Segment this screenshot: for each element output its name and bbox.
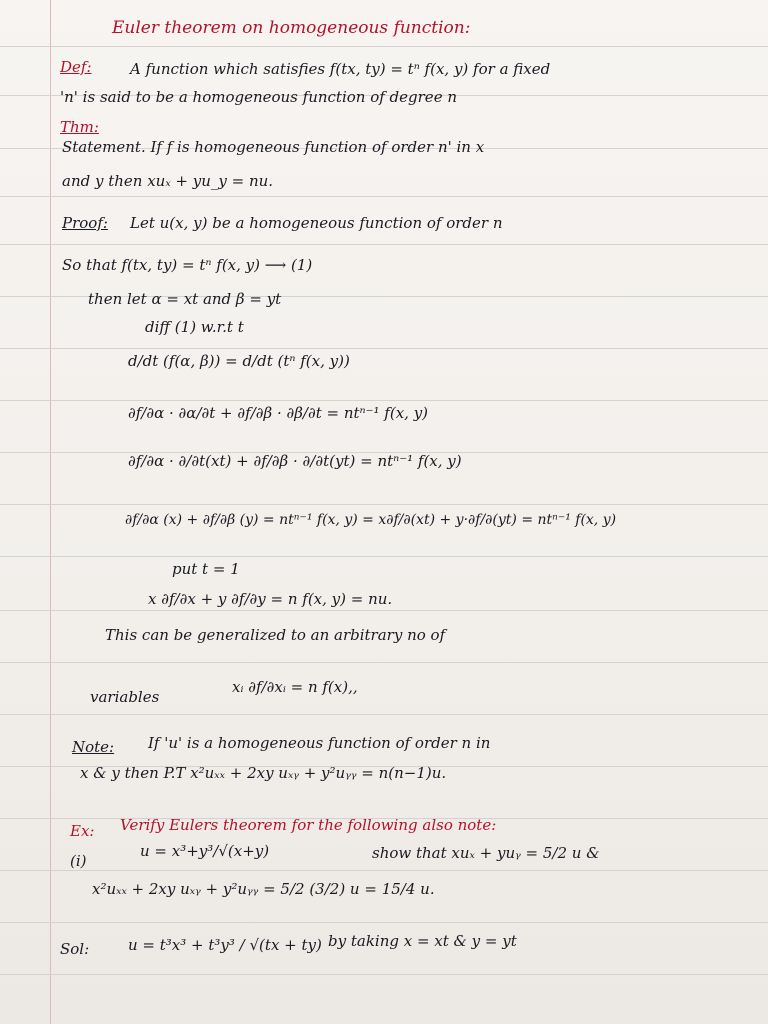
definition-line-2: 'n' is said to be a homogeneous function of degree n <box>60 88 457 106</box>
proof-equation-4: ∂f/∂α (x) + ∂f/∂β (y) = ntⁿ⁻¹ f(x, y) = x∂f/∂(xt) + y·∂f/∂(yt) = ntⁿ⁻¹ f(x, y) <box>125 512 617 528</box>
proof-line-1: Let u(x, y) be a homogeneous function of order n <box>130 214 503 232</box>
example-item-number: (i) <box>70 852 87 870</box>
theorem-line-1: Statement. If f is homogeneous function of order n' in x <box>62 138 485 156</box>
proof-equation-3: ∂f/∂α · ∂/∂t(xt) + ∂f/∂β · ∂/∂t(yt) = ntⁿ⁻¹ f(x, y) <box>128 452 462 470</box>
ruled-line <box>0 870 768 871</box>
proof-equation-1: d/dt (f(α, β)) = d/dt (tⁿ f(x, y)) <box>128 352 350 370</box>
solution-label: Sol: <box>60 940 90 958</box>
proof-put-step: put t = 1 <box>172 560 240 578</box>
example-heading: Verify Eulers theorem for the following also note: <box>120 816 497 834</box>
ruled-line <box>0 196 768 197</box>
proof-line-2: So that f(tx, ty) = tⁿ f(x, y) ⟶ (1) <box>62 256 313 274</box>
ruled-line <box>0 46 768 47</box>
definition-line-1: A function which satisfies f(tx, ty) = tⁿ f(x, y) for a fixed <box>130 60 551 78</box>
solution-u-expression: u = t³x³ + t³y³ / √(tx + ty) <box>128 936 322 954</box>
generalize-line-1: This can be generalized to an arbitrary no of <box>105 626 446 644</box>
generalize-line-2: variables <box>90 688 160 706</box>
ruled-line <box>0 714 768 715</box>
ruled-line <box>0 244 768 245</box>
theorem-label: Thm: <box>60 118 99 136</box>
note-line-1: If 'u' is a homogeneous function of order n in <box>148 734 491 752</box>
proof-equation-5: x ∂f/∂x + y ∂f/∂y = n f(x, y) = nu. <box>148 590 393 608</box>
ruled-line <box>0 974 768 975</box>
ruled-line <box>0 922 768 923</box>
note-line-2: x & y then P.T x²uₓₓ + 2xy uₓᵧ + y²uᵧᵧ = n(n−1)u. <box>80 764 447 782</box>
proof-line-4: diff (1) w.r.t t <box>145 318 244 336</box>
proof-line-3: then let α = xt and β = yt <box>88 290 282 308</box>
page-title: Euler theorem on homogeneous function: <box>112 18 471 38</box>
ruled-line <box>0 400 768 401</box>
ruled-line <box>0 504 768 505</box>
example-show-that: show that xuₓ + yuᵧ = 5/2 u & <box>372 844 600 862</box>
proof-label: Proof: <box>62 214 108 232</box>
theorem-line-2: and y then xuₓ + yu_y = nu. <box>62 172 274 190</box>
ruled-line <box>0 348 768 349</box>
example-second-order: x²uₓₓ + 2xy uₓᵧ + y²uᵧᵧ = 5/2 (3/2) u = 15/4 u. <box>92 880 435 898</box>
ruled-line <box>0 662 768 663</box>
proof-equation-2: ∂f/∂α · ∂α/∂t + ∂f/∂β · ∂β/∂t = ntⁿ⁻¹ f(x, y) <box>128 404 429 422</box>
generalize-formula: xᵢ ∂f/∂xᵢ = n f(x),, <box>232 678 358 696</box>
solution-taking: by taking x = xt & y = yt <box>328 932 517 950</box>
example-label: Ex: <box>70 822 95 840</box>
example-u-definition: u = x³+y³/√(x+y) <box>140 842 270 860</box>
definition-label: Def: <box>60 58 92 76</box>
ruled-line <box>0 556 768 557</box>
note-label: Note: <box>72 738 115 756</box>
ruled-line <box>0 610 768 611</box>
